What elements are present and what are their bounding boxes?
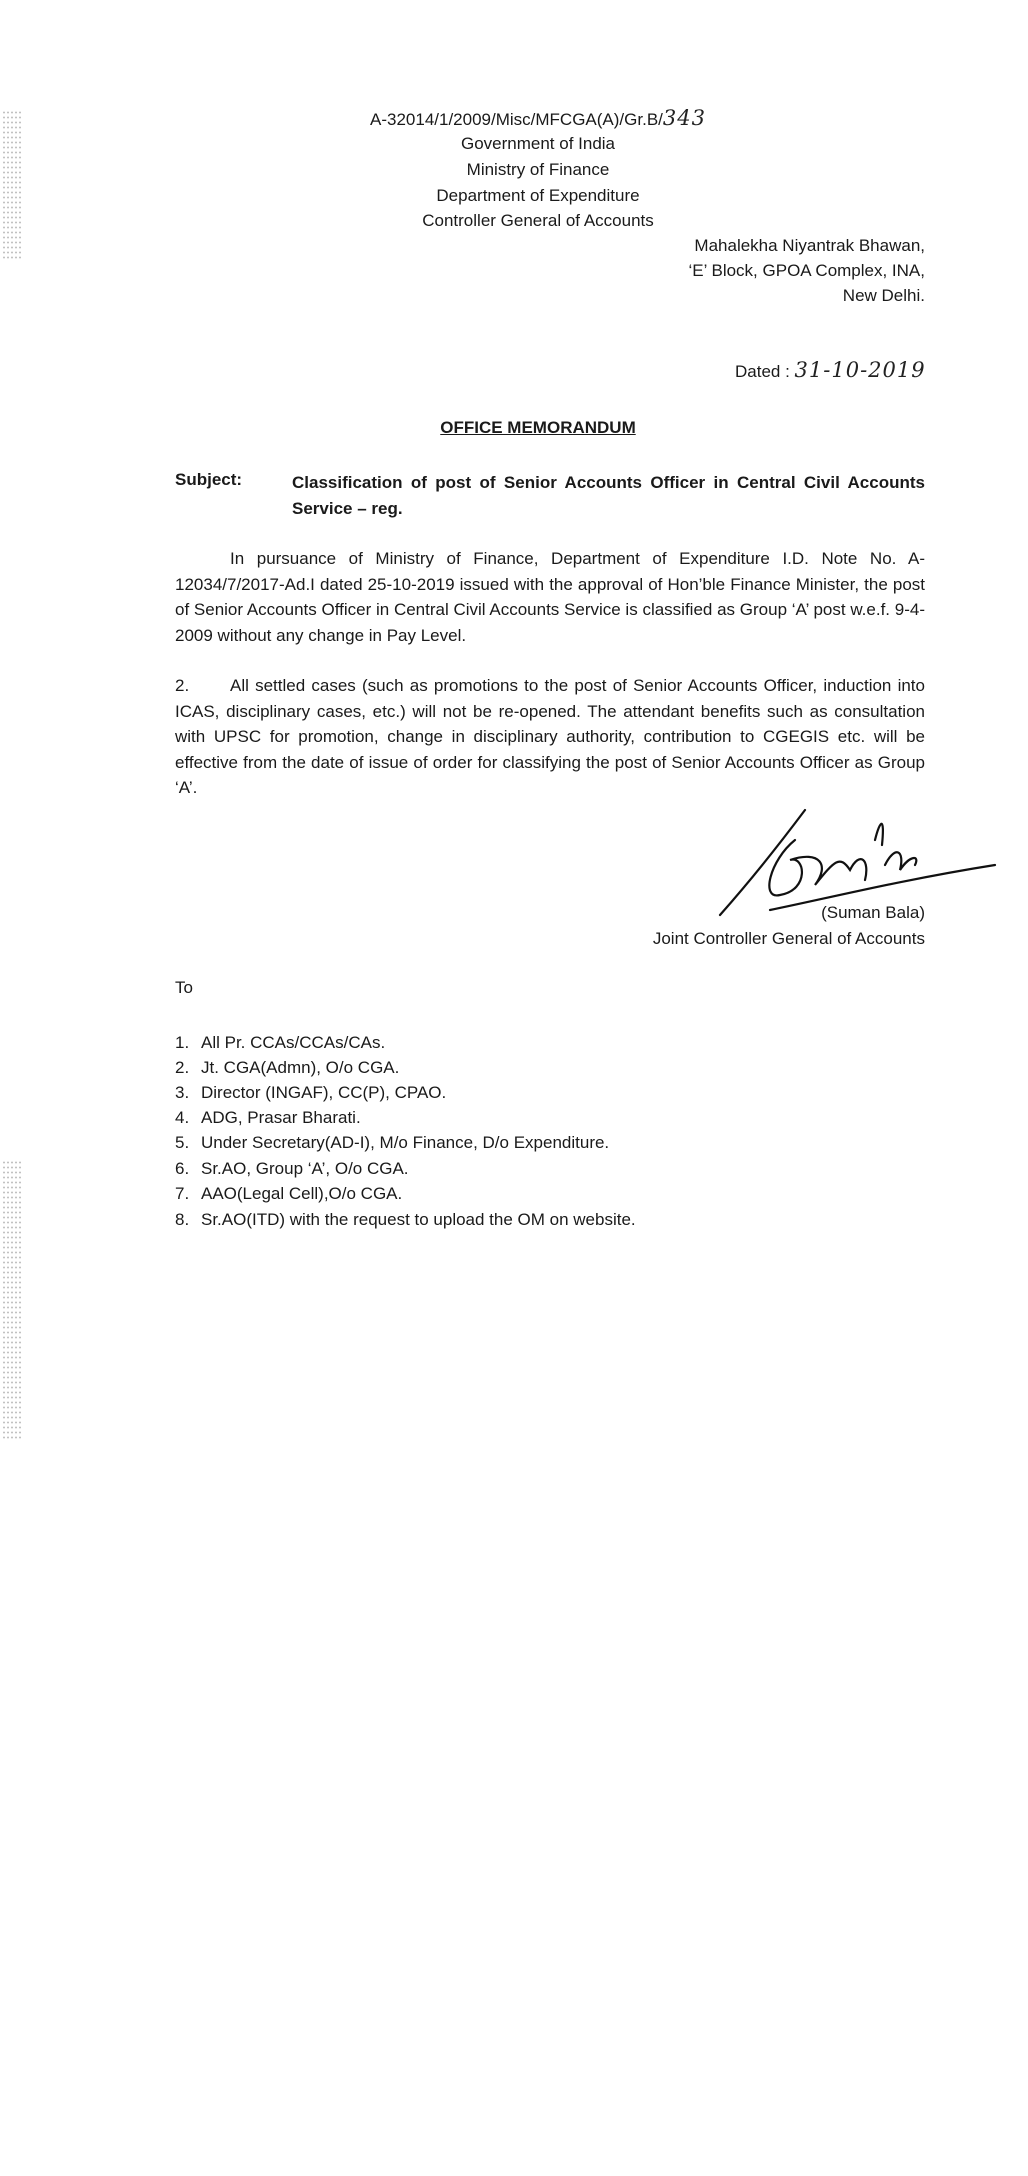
- item-text: AAO(Legal Cell),O/o CGA.: [201, 1184, 403, 1203]
- dated-label: Dated :: [735, 362, 790, 381]
- paragraph-2-number: 2.: [175, 676, 190, 695]
- distribution-item: [175, 1210, 636, 1230]
- item-number: 3.: [175, 1083, 190, 1102]
- distribution-label: To: [175, 978, 193, 997]
- scan-noise: [2, 110, 22, 260]
- subject-text: Classification of post of Senior Accounts Officer in Central Civil Accounts Service – reg.: [292, 473, 925, 518]
- address-line-1: Mahalekha Niyantrak Bhawan,: [694, 236, 925, 255]
- paragraph-1: [175, 546, 925, 648]
- item-number: 7.: [175, 1184, 190, 1203]
- item-number: 5.: [175, 1133, 190, 1152]
- subject-label: Subject:: [175, 470, 243, 489]
- item-number: 4.: [175, 1108, 190, 1127]
- distribution-item: [175, 1058, 399, 1078]
- distribution-item: [175, 1184, 402, 1204]
- item-text: Jt. CGA(Admn), O/o CGA.: [201, 1058, 400, 1077]
- item-text: ADG, Prasar Bharati.: [201, 1108, 361, 1127]
- dated-value: 31-10-2019: [794, 358, 926, 382]
- item-text: Sr.AO(ITD) with the request to upload the OM on website.: [201, 1210, 636, 1229]
- distribution-item: [175, 1108, 361, 1128]
- document-title: OFFICE MEMORANDUM: [440, 418, 636, 437]
- paragraph-1-text: In pursuance of Ministry of Finance, Department of Expenditure I.D. Note No. A-12034/7/2017-Ad.I dated 25-10-2019 issued with the approval of Hon’ble Finance Minister, the post of Senior Accounts Officer in Central Civil Accounts Service is classified as Group ‘A’ post w.e.f. 9-4-2009 without any change in Pay Level.: [175, 549, 925, 645]
- item-number: 6.: [175, 1159, 190, 1178]
- reference-handwritten: 343: [662, 106, 706, 130]
- item-text: Director (INGAF), CC(P), CPAO.: [201, 1083, 447, 1102]
- reference-number: [238, 106, 838, 130]
- address-line-3: New Delhi.: [842, 286, 925, 305]
- header-line-office: Controller General of Accounts: [422, 211, 654, 230]
- distribution-item: [175, 1033, 385, 1053]
- item-number: 1.: [175, 1033, 190, 1052]
- signatory-designation: Joint Controller General of Accounts: [652, 929, 925, 948]
- distribution-item: [175, 1159, 409, 1179]
- scan-noise: [2, 1160, 22, 1440]
- item-text: All Pr. CCAs/CCAs/CAs.: [201, 1033, 386, 1052]
- item-text: Under Secretary(AD-I), M/o Finance, D/o Expenditure.: [201, 1133, 610, 1152]
- signatory-name: (Suman Bala): [821, 903, 925, 922]
- paragraph-2: [175, 673, 925, 801]
- item-text: Sr.AO, Group ‘A’, O/o CGA.: [201, 1159, 409, 1178]
- paragraph-2-text: All settled cases (such as promotions to the post of Senior Accounts Officer, induction into ICAS, disciplinary cases, etc.) will not be re-opened. The attendant benefits such as consultation with UPSC for promotion, change in disciplinary authority, contribution to CGEGIS etc. will be effective from the date of issue of order for classifying the post of Senior Accounts Officer as Group ‘A’.: [175, 676, 925, 798]
- distribution-item: [175, 1083, 446, 1103]
- header-line-government: Government of India: [460, 134, 616, 153]
- dated: [735, 358, 926, 382]
- item-number: 2.: [175, 1058, 190, 1077]
- header-line-department: Department of Expenditure: [436, 186, 640, 205]
- header-line-ministry: Ministry of Finance: [466, 160, 610, 179]
- item-number: 8.: [175, 1210, 190, 1229]
- reference-printed: A-32014/1/2009/Misc/MFCGA(A)/Gr.B/: [370, 110, 663, 129]
- address-line-2: ‘E’ Block, GPOA Complex, INA,: [688, 261, 925, 280]
- distribution-item: [175, 1133, 609, 1153]
